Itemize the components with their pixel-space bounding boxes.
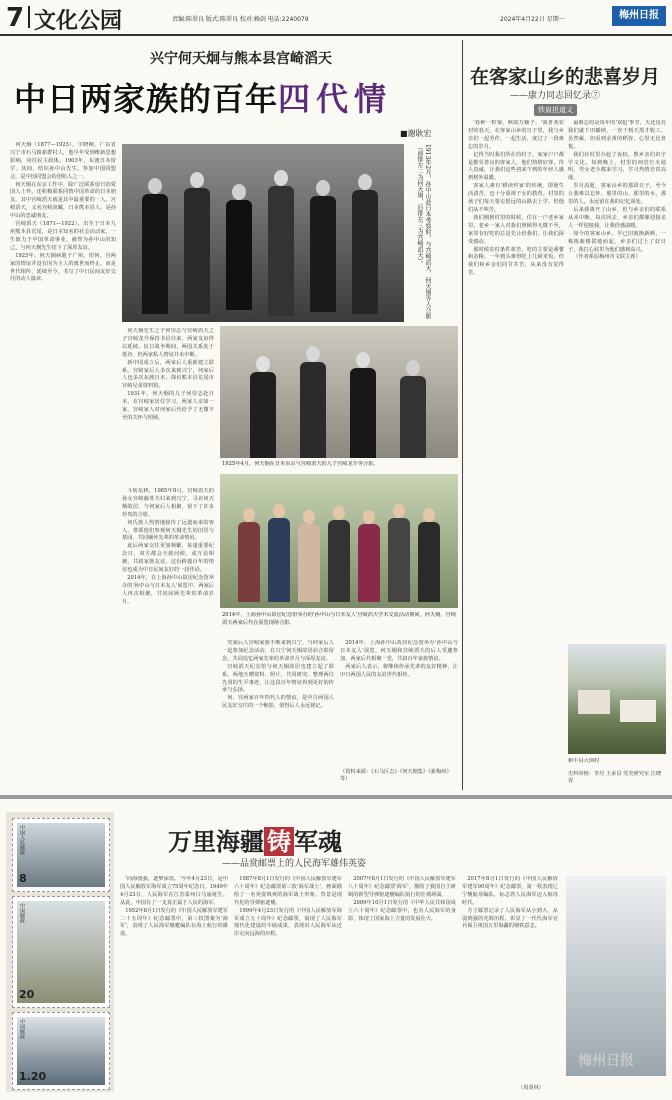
paragraph: 2009年10月1日发行的《中华人民共和国成立六十周年》纪念邮票中，也有人民海军的身影，体现了国家海上力量的发展壮大。 (348, 899, 456, 922)
paragraph: 2007年8月1日发行的《中国人民解放军建军八十周年》纪念邮票'海军'，描绘了我国自主研制的新型导弹驱逐舰编队航行的壮观场面。 (348, 876, 456, 898)
editor-note: 史料审核：李丹 王承县 党史研究室 江晓春 (568, 771, 662, 784)
main-article-column-4 (222, 640, 334, 780)
figure-head (232, 184, 246, 200)
page-number: 7 (6, 3, 25, 33)
figure-head (243, 508, 255, 522)
paragraph: 我们在村里办起了夜校，教乡亲们识字学文化。每到晚上，村里的祠堂灯火通明，男女老少都来学习，学习热情非常高涨。 (568, 151, 666, 182)
paragraph: 1931年，何天炯的儿子何崇志赴日本，在宫崎家居住学习，两家人亲如一家。宫崎家人对何家后代给予了无微不至的关怀与照顾。 (122, 391, 214, 421)
figure-body (310, 196, 336, 312)
figure-body (142, 194, 168, 314)
figure-body (250, 372, 276, 458)
stamp-1952 (12, 818, 110, 892)
paragraph: 2014年，上海孙中山故居纪念馆举办'孙中山与日本友人'展览，何天炯和宫崎滔天的后人受邀参加，两家后代相聚一堂，共叙百年家族情谊。 (340, 640, 458, 662)
paragraph: 斗转星移，1985年8月，宫崎滔天的孙女宫崎蕗苳夫妇来到兴宁，寻访何天炯故居，与何家后人相聚，留下了许多珍贵的合影。 (122, 488, 214, 518)
paragraph: 2017年8月1日发行的《中国人民解放军建军90周年》纪念邮票，第一枚表现辽宁舰航母编队，标志着人民海军迈入航母时代。 (462, 876, 558, 906)
main-author: ■谢耿宏 (400, 129, 432, 138)
paragraph: 何天炯（1877—1925），字晓柳，广东省兴宁市石马镇新群村人，他早年受到维新思想影响，向往民主政体。1903年，东渡日本留学。其间，结识孙中山先生，参加中国同盟会，是中国同盟会的创始人之一。 (10, 142, 116, 180)
village-photo-caption: 和平县大坝村 (568, 758, 600, 764)
figure-head (273, 504, 285, 518)
historic-group-photo-1913 (122, 144, 404, 322)
figure-head (363, 510, 375, 524)
section-band (0, 795, 672, 799)
editor-credits: 责编:陈翠良 版式:陈翠良 校对:赖剑 电话:2240079 (172, 16, 309, 23)
group-photo-1925 (220, 326, 458, 458)
bottom-article-column-3 (348, 876, 456, 1092)
photo-vertical-caption: 1913年2月，孙中山赴日本考察时，与宫崎滔天、何天炯等人合影（前排左二为何天炯，后排左三为宫崎滔天）。 (416, 144, 431, 320)
paragraph: 那时候农村条件艰苦，吃的主要是番薯和杂粮，一年到头难得吃上几顿米饭。但我们和乡亲们同甘共苦，从来没有觉得苦。 (468, 246, 564, 277)
bottom-article-subtitle: ——品赏邮票上的人民海军雄伟英姿 (222, 859, 367, 869)
figure-body (238, 522, 260, 602)
watermark-logo: 梅州日报 (578, 1053, 634, 1069)
figure-head (190, 172, 204, 188)
figure-body (184, 188, 210, 314)
paragraph: 方寸邮票记录了人民海军从小到大、从弱到强的光辉历程，彰显了一代代海军官兵保卫祖国万里海疆的钢铁意志。 (462, 907, 558, 930)
paragraph: 何氏族人热情地接待了远道而来的客人，带领他们参观何天炯先生的旧居与墓园，共同缅怀先辈的革命情谊。 (122, 519, 214, 542)
paragraph: 宫崎滔天纪念馆与何天炯故居也建立起了联系，两地互赠资料、照片，共同研究、整理两位先贤的生平事迹，让这段百年情谊得到更好的传承与弘扬。 (222, 663, 334, 694)
bottom-right-photo (566, 876, 666, 1076)
paragraph: 何、宫两家百年四代人的情谊，是中日两国人民友好交往的一个缩影，值得后人永远铭记。 (222, 695, 334, 710)
paragraph: 如今的客家山乡，早已旧貌换新颜，一栋栋新楼拔地而起，乡亲们过上了好日子，我打心底里为他们感到高兴。 (568, 230, 666, 253)
house-wall (578, 690, 610, 714)
right-article-column-1 (468, 120, 564, 790)
paragraph: 宫崎滔天（1871—1922），出生于日本九州熊本县荒尾，是日本知名的社会活动家，一生致力于中国革命事业，被誉为孙中山的知己，与何天炯先生结下了深厚友谊。 (10, 221, 116, 251)
right-article-title: 在客家山乡的悲喜岁月 (470, 66, 661, 88)
header-divider (28, 6, 30, 28)
figure-head (423, 508, 435, 522)
stamp-navy-soldier (12, 896, 110, 1008)
figure-body (400, 376, 426, 458)
paragraph: 岁月流逝，客家山乡的那段日子，至今让我难以忘怀。那里的山、那里的水、那里的人，永远留在我的记忆深处。 (568, 183, 666, 206)
figure-head (358, 174, 372, 190)
photo-caption-2014: 2014年，上海孙中山故居纪念馆举办的'孙中山与日本友人'宫崎滔天学术交流活动期间，何天炯、宫崎滔天两家后代在展览现场合影。 (222, 612, 456, 626)
photo-background (566, 876, 666, 1076)
stamp-issuer: 中国邮政 (19, 903, 25, 923)
stamp-carrier (12, 1012, 110, 1090)
photo-caption-1925: 1925年4月，何天炯在日本东京与宫崎滔天的儿子宫崎龙介等合影。 (222, 461, 379, 467)
figure-head (333, 506, 345, 520)
group-photo-2014 (220, 474, 458, 608)
figure-body (268, 186, 294, 316)
paragraph: 新中国成立后，两家后人重新建立联系。宫崎家后人多次来到兴宁，何家后人也多次东渡日本，探访熊本县荒尾市宫崎兄弟资料馆。 (122, 359, 214, 390)
stamp-issuer: 中国邮政 (19, 1019, 25, 1039)
paragraph: 最难忘的是每年的'双抢'季节，天还没亮我们就下田插秧，一直干到天黑才收工，虽然累，但看到金黄的稻谷，心里无比喜悦。 (568, 120, 666, 150)
paragraph: 何天炯在东京工作中，除广泛联系留日的爱国人士外，还积极联系同情中国革命的日本朋友，其中宫崎滔天就是其中最重要的一人。宫崎滔天，又名宫崎寅藏，日本熊本县人，是孙中山的忠诚朋友。 (10, 181, 116, 220)
house-wall (620, 700, 656, 722)
figure-head (303, 510, 315, 524)
figure-body (298, 524, 320, 602)
main-title-text: 中日两家族的百年 (14, 80, 279, 118)
paragraph: 后来我离开了山乡，但与乡亲们的联系从未中断。每次回去，乡亲们都像迎接亲人一样迎接我，让我倍感温暖。 (568, 206, 666, 229)
paragraph: 1952年8月1日发行的《中国人民解放军建军二十五周年》纪念邮票中，第三枚图案为'海军'，表现了人民海军舰艇编队在海上航行的雄姿。 (120, 907, 228, 938)
figure-body (226, 200, 252, 310)
bottom-article-column-4 (462, 876, 558, 1082)
series-badge: 铁肩担道义 (534, 104, 577, 116)
figure-body (418, 522, 440, 602)
stamp-value: 20 (19, 988, 35, 1001)
paragraph: 2014年，在上海孙中山故居纪念馆举办的'孙中山与日本友人'展览中，两家后人再次相聚，共同回顾先辈的革命岁月。 (122, 574, 214, 605)
main-article-column-2 (122, 328, 214, 486)
paragraph: '春种一粒粟，秋收万颗子。'我喜欢农村的春天，在客家山乡的日子里，我与乡亲们一起劳作，一起生活，度过了一段难忘的岁月。 (468, 120, 564, 150)
section-title: 文化公园 (34, 9, 123, 34)
paragraph: 客家人素有'耕读传家'的传统，即使生活清苦，也十分重视子女的教育。村里的孩子们每天要走很远的山路去上学，但他们从不叫苦。 (468, 183, 564, 213)
village-photo (568, 644, 666, 754)
issue-date: 2024年4月22日 星期一 (500, 16, 565, 23)
bottom-article-column-1 (120, 876, 228, 1092)
paragraph: 1925年，何天炯病逝于广州。但何、宫两家的情谊并没有因为主人的离世而终止，而是世代相传，延续至今，书写了中日民间友好交往的动人篇章。 (10, 252, 116, 283)
figure-head (393, 504, 405, 518)
bottom-article-title (168, 822, 342, 857)
figure-body (268, 518, 290, 602)
bottom-article-author: （周贤林） (518, 1085, 544, 1091)
paragraph: 1987年8月1日发行的《中国人民解放军建军六十周年》纪念邮票第三枚'海军战士'，画面描绘了一名英姿飒爽的海军战士形象，背景是现代化的导弹驱逐舰。 (234, 876, 342, 906)
paragraph: 两家后人表示，将继续传承先辈的友好精神，让中日两国人民的友谊世代相传。 (340, 663, 458, 678)
stamp-value: 1.20 (19, 1070, 47, 1083)
bottom-title-post: 军魂 (294, 827, 342, 856)
stamp-art (17, 823, 105, 887)
paragraph: 1999年4月23日发行的《中国人民解放军海军成立五十周年》纪念邮票，展现了人民海军现代化建设的丰硕成果，表现出人民海军从近岸走向远海的历程。 (234, 907, 342, 938)
figure-body (388, 518, 410, 602)
main-article-column-1 (10, 142, 116, 748)
bottom-title-pre: 万里海疆 (168, 827, 264, 856)
figure-head (306, 346, 320, 362)
column-divider (462, 40, 463, 790)
paragraph: 党家后人宫崎家族不断来到兴宁，与何家后人一起参加纪念活动，在兴宁何天炯故居前合影留念，共同追忆两家先辈的革命岁月与深厚友谊。 (222, 640, 334, 662)
figure-body (350, 368, 376, 458)
figure-head (256, 356, 270, 372)
figure-head (356, 352, 370, 368)
bottom-article-column-2 (234, 876, 342, 1092)
main-title-highlight: 四代情 (278, 80, 393, 118)
paragraph: 记得当时我们所在的村子，家家户户都是勤劳善良的客家人，他们热情好客，待人真诚，让我们这些初来乍到的年轻人感到格外温暖。 (468, 151, 564, 182)
right-article-column-2 (568, 120, 666, 640)
article-source: （资料来源：《石马区志》《何天炯集》《新梅州》等） (340, 769, 452, 782)
figure-body (358, 524, 380, 602)
page-header (0, 0, 672, 36)
main-article-title (14, 74, 392, 120)
figure-body (300, 362, 326, 458)
paragraph: 此后两家交往更加频繁，每逢重要纪念日，双方都会互致问候，或互访相聚，共叙家族友谊，这份跨越百年的情谊也成为中日民间友好的一段佳话。 (122, 543, 214, 574)
main-article-subtitle: 兴宁何天炯与熊本县宫崎滔天 (150, 51, 332, 67)
stamp-issuer: 中国人民邮政 (19, 825, 25, 855)
main-article-column-3 (122, 488, 214, 748)
figure-head (274, 170, 288, 186)
figure-head (148, 178, 162, 194)
bottom-title-mark: 铸 (264, 827, 294, 856)
right-article-subtitle: ——康力同志回忆录⑦ (510, 91, 601, 101)
author-note: （作者系原梅州市文联主席） (573, 254, 641, 261)
paragraph: '向海图强，逐梦深蓝。'今年4月23日，是中国人民解放军海军成立75周年纪念日。1949年4月23日，人民海军在江苏泰州白马庙诞生。从此，中国有了一支真正属于人民的海军。 (120, 876, 228, 906)
stamp-value: 8 (19, 872, 27, 885)
figure-body (352, 190, 378, 314)
paragraph: 我们刚到村里的时候，住在一户老乡家里。老乡一家人对我们照顾得无微不至，家里有好吃的总是先让给我们，让我们深受感动。 (468, 214, 564, 245)
main-article-column-5 (340, 640, 458, 766)
figure-body (328, 520, 350, 602)
masthead-logo: 梅州日报 (612, 6, 666, 26)
figure-head (316, 180, 330, 196)
paragraph: 何天炯先生之子何崇志与宫崎滔天之子宫崎龙介保持书信往来，两家友谊得以延续。抗日战争期间，两国关系处于低谷，但两家私人情谊并未中断。 (122, 328, 214, 358)
figure-head (406, 360, 420, 376)
